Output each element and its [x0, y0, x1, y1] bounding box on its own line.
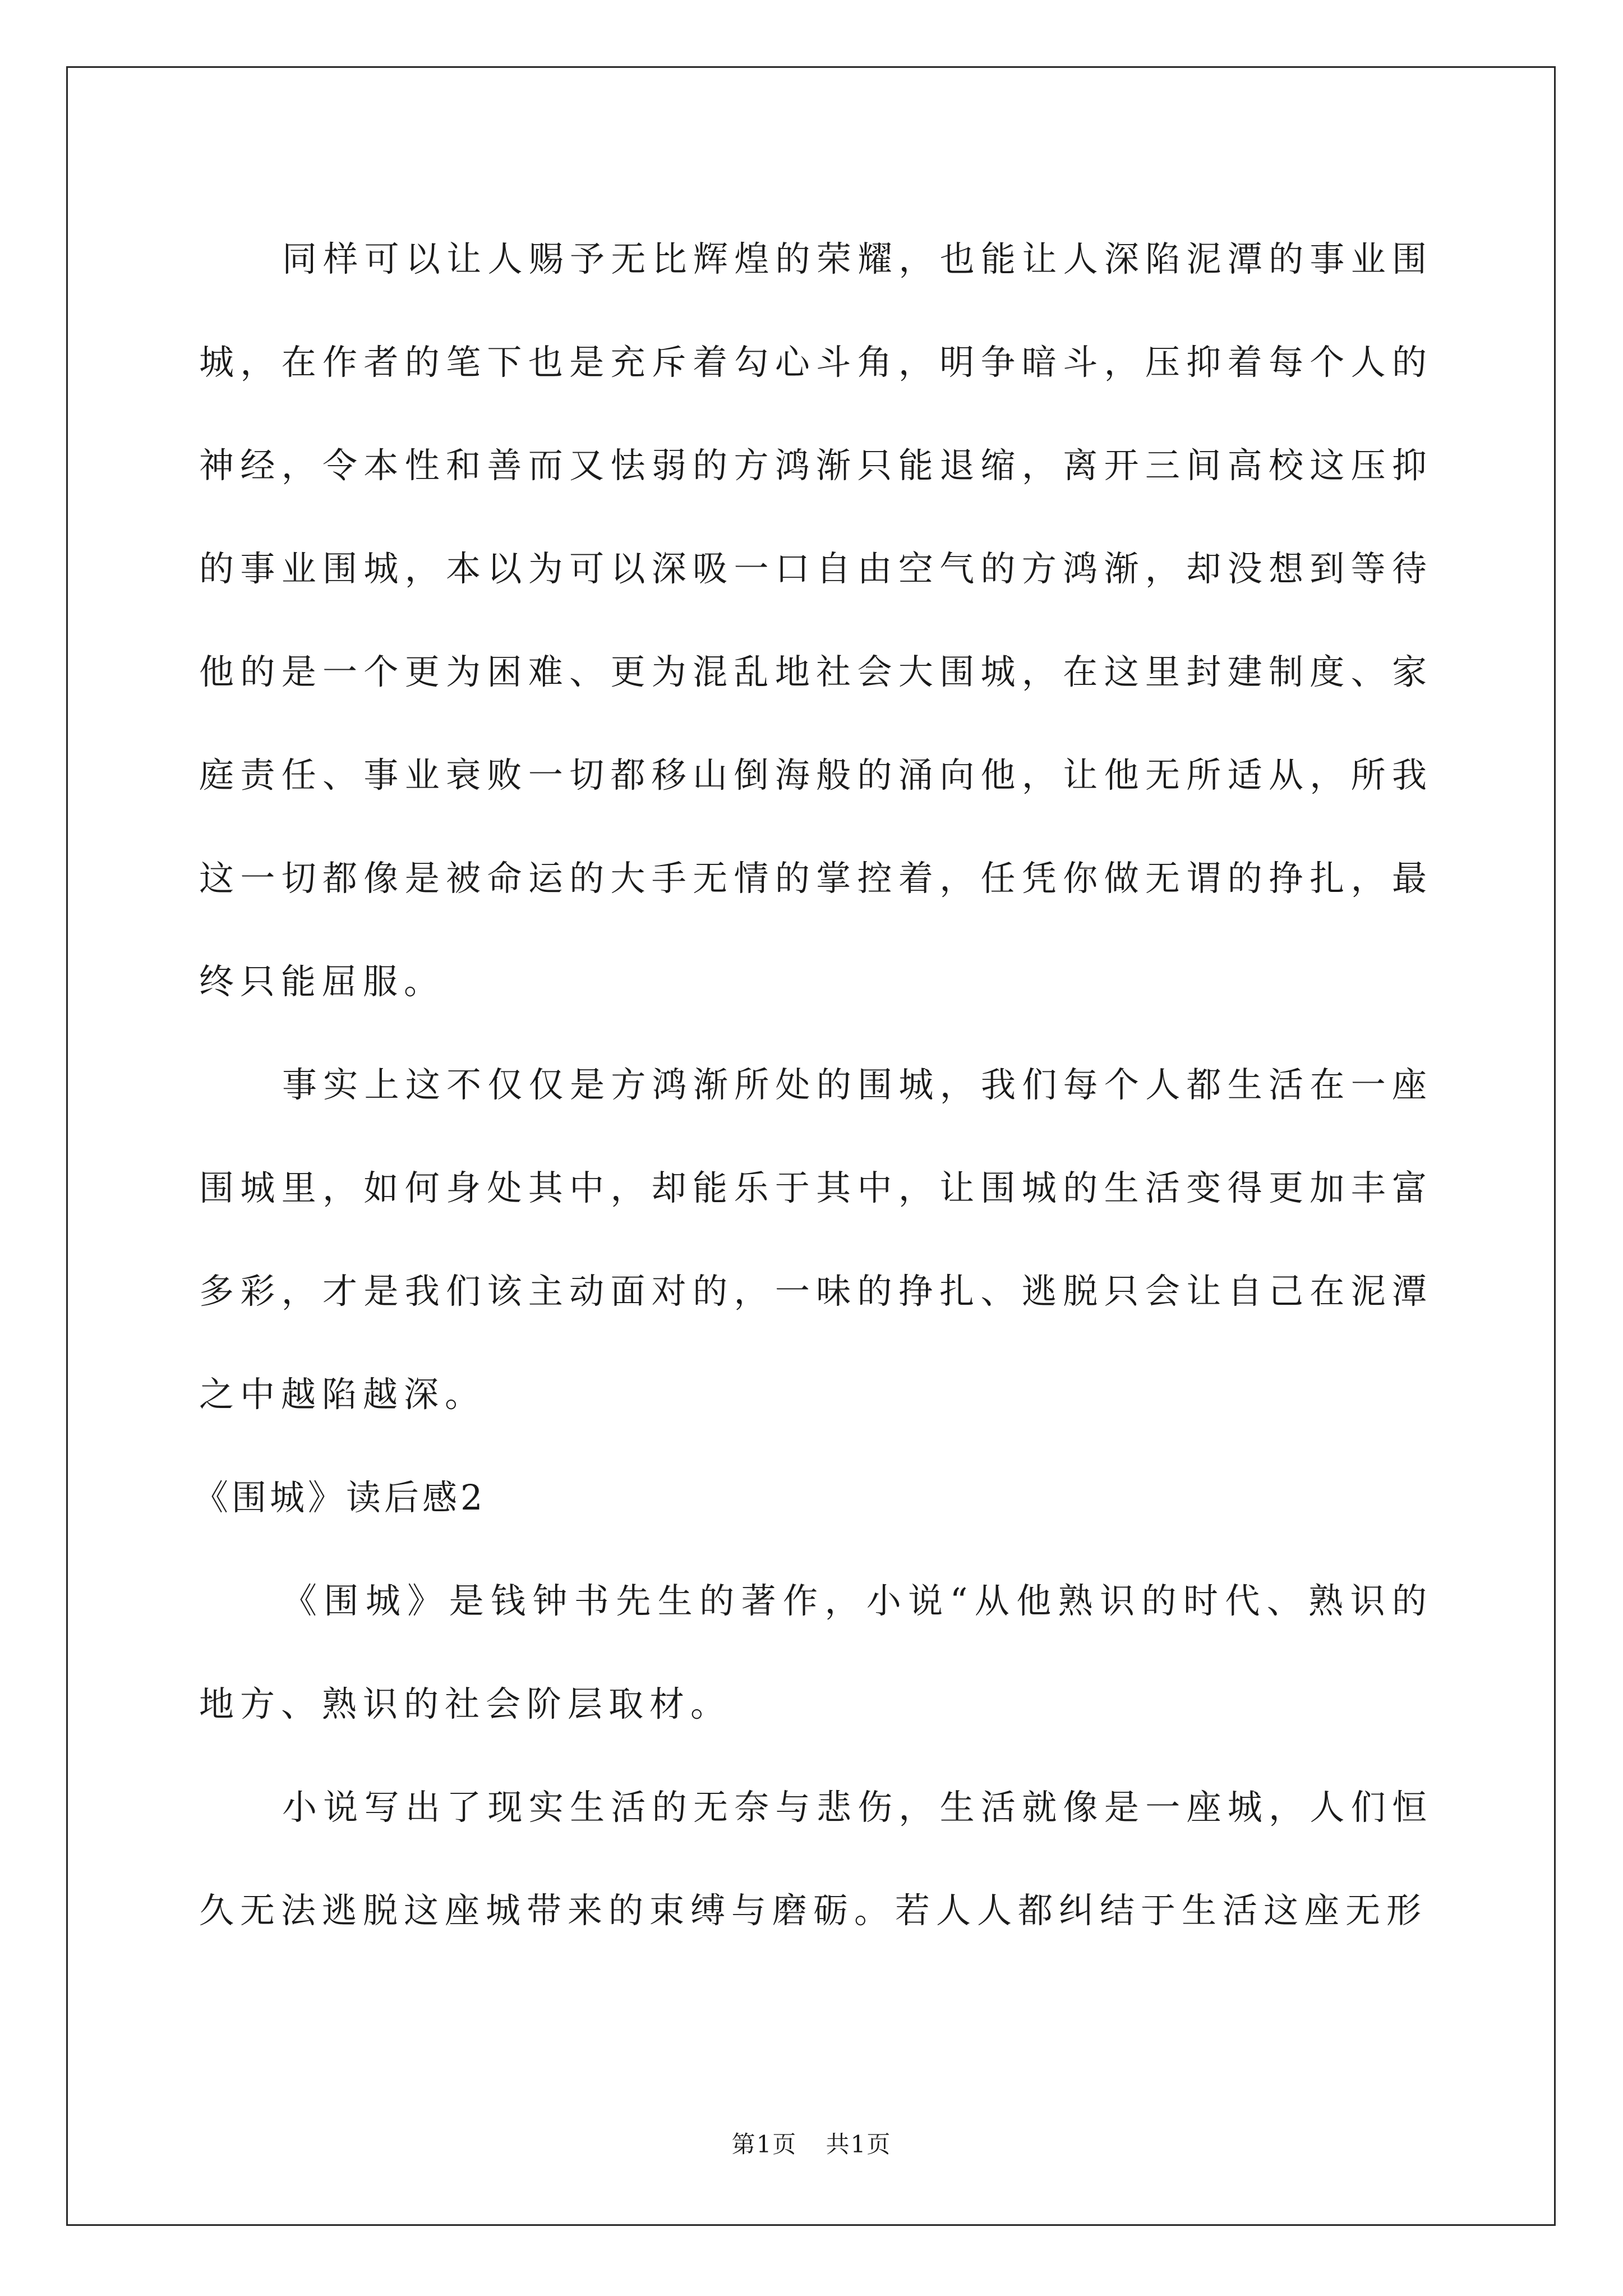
paragraph-1: 同样可以让人赐予无比辉煌的荣耀，也能让人深陷泥潭的事业围城，在作者的笔下也是充斥着勾心斗角，明争暗斗，压抑着每个人的神经，令本性和善而又怯弱的方鸿渐只能退缩，离开三间高校这压抑的事业围城，本以为可以深吸一口自由空气的方鸿渐，却没想到等待他的是一个更为困难、更为混乱地社会大围城，在这里封建制度、家庭责任、事业衰败一切都移山倒海般的涌向他，让他无所适从，所我这一切都像是被命运的大手无情的掌控着，任凭你做无谓的挣扎，最终只能屈服。 — [199, 238, 1433, 1002]
section-heading: 《围城》读后感2 — [193, 1477, 486, 1518]
paragraph-2: 事实上这不仅仅是方鸿渐所处的围城，我们每个人都生活在一座围城里，如何身处其中，却能乐于其中，让围城的生活变得更加丰富多彩，才是我们该主动面对的，一味的挣扎、逃脱只会让自己在泥潭之中越陷越深。 — [199, 1064, 1433, 1415]
document-body — [193, 208, 1433, 1962]
page-number: 第1页 — [731, 2131, 797, 2158]
paragraph-4: 小说写出了现实生活的无奈与悲伤，生活就像是一座城，人们恒久无法逃脱这座城带来的束缚与磨砺。若人人都纠结于生活这座无形 — [199, 1787, 1433, 1931]
page-total: 共1页 — [826, 2131, 892, 2158]
page-footer — [0, 2126, 1623, 2160]
paragraph-3: 《围城》是钱钟书先生的著作，小说“从他熟识的时代、熟识的地方、熟识的社会阶层取材。 — [199, 1580, 1433, 1724]
